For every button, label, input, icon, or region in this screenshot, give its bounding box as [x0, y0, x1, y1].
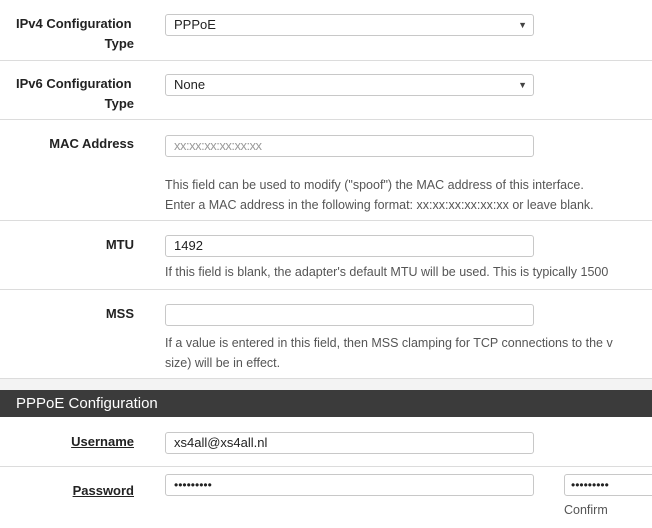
password-confirm-label: Confirm [564, 503, 608, 517]
mtu-input[interactable] [165, 235, 534, 257]
ipv4-config-type-select[interactable] [165, 14, 534, 36]
ipv6-config-label-line2: Type [104, 96, 134, 111]
mac-address-row [0, 120, 652, 221]
ipv4-config-label [16, 14, 146, 54]
password-input[interactable] [165, 474, 534, 496]
username-value: xs4all@xs4all.nl [174, 435, 268, 450]
pppoe-section-title: PPPoE Configuration [0, 390, 652, 417]
mss-row [0, 290, 652, 378]
chevron-down-icon: ▼ [518, 80, 527, 90]
mac-address-label: MAC Address [49, 136, 134, 151]
mss-help-line1: If a value is entered in this field, then MSS clamping for TCP connections to the v [165, 336, 613, 350]
mac-address-placeholder: xx:xx:xx:xx:xx:xx [174, 138, 262, 153]
chevron-down-icon: ▼ [518, 20, 527, 30]
mtu-row [0, 221, 652, 290]
username-row [0, 418, 652, 467]
ipv6-config-label-line1: IPv6 Configuration [16, 76, 132, 91]
password-label [0, 481, 134, 501]
ipv6-config-type-select[interactable] [165, 74, 534, 96]
mac-address-help-line1: This field can be used to modify ("spoof") the MAC address of this interface. [165, 178, 584, 192]
mss-input[interactable] [165, 304, 534, 326]
mtu-help: If this field is blank, the adapter's default MTU will be used. This is typically 1500 [165, 265, 609, 279]
ipv4-config-type-value: PPPoE [174, 17, 216, 32]
mss-help-line2: size) will be in effect. [165, 356, 281, 370]
password-row [0, 467, 652, 528]
mss-label: MSS [105, 306, 134, 321]
password-confirm-value: ••••••••• [571, 478, 609, 492]
username-label [0, 432, 134, 452]
mac-address-help-line2: Enter a MAC address in the following format: xx:xx:xx:xx:xx:xx or leave blank. [165, 198, 594, 212]
mtu-label: MTU [105, 237, 134, 252]
password-confirm-input[interactable] [564, 474, 652, 496]
password-value: ••••••••• [174, 478, 212, 492]
mtu-value: 1492 [174, 238, 203, 253]
ipv6-config-label [16, 74, 146, 114]
ipv4-config-label-line1: IPv4 Configuration [16, 16, 132, 31]
ipv6-config-row [0, 60, 652, 120]
mac-address-input[interactable] [165, 135, 534, 157]
password-label-text: Password [72, 483, 134, 498]
username-input[interactable] [165, 432, 534, 454]
ipv4-config-row [0, 0, 652, 61]
ipv6-config-type-value: None [174, 77, 206, 92]
ipv4-config-label-line2: Type [104, 36, 134, 51]
username-label-text: Username [71, 434, 134, 449]
